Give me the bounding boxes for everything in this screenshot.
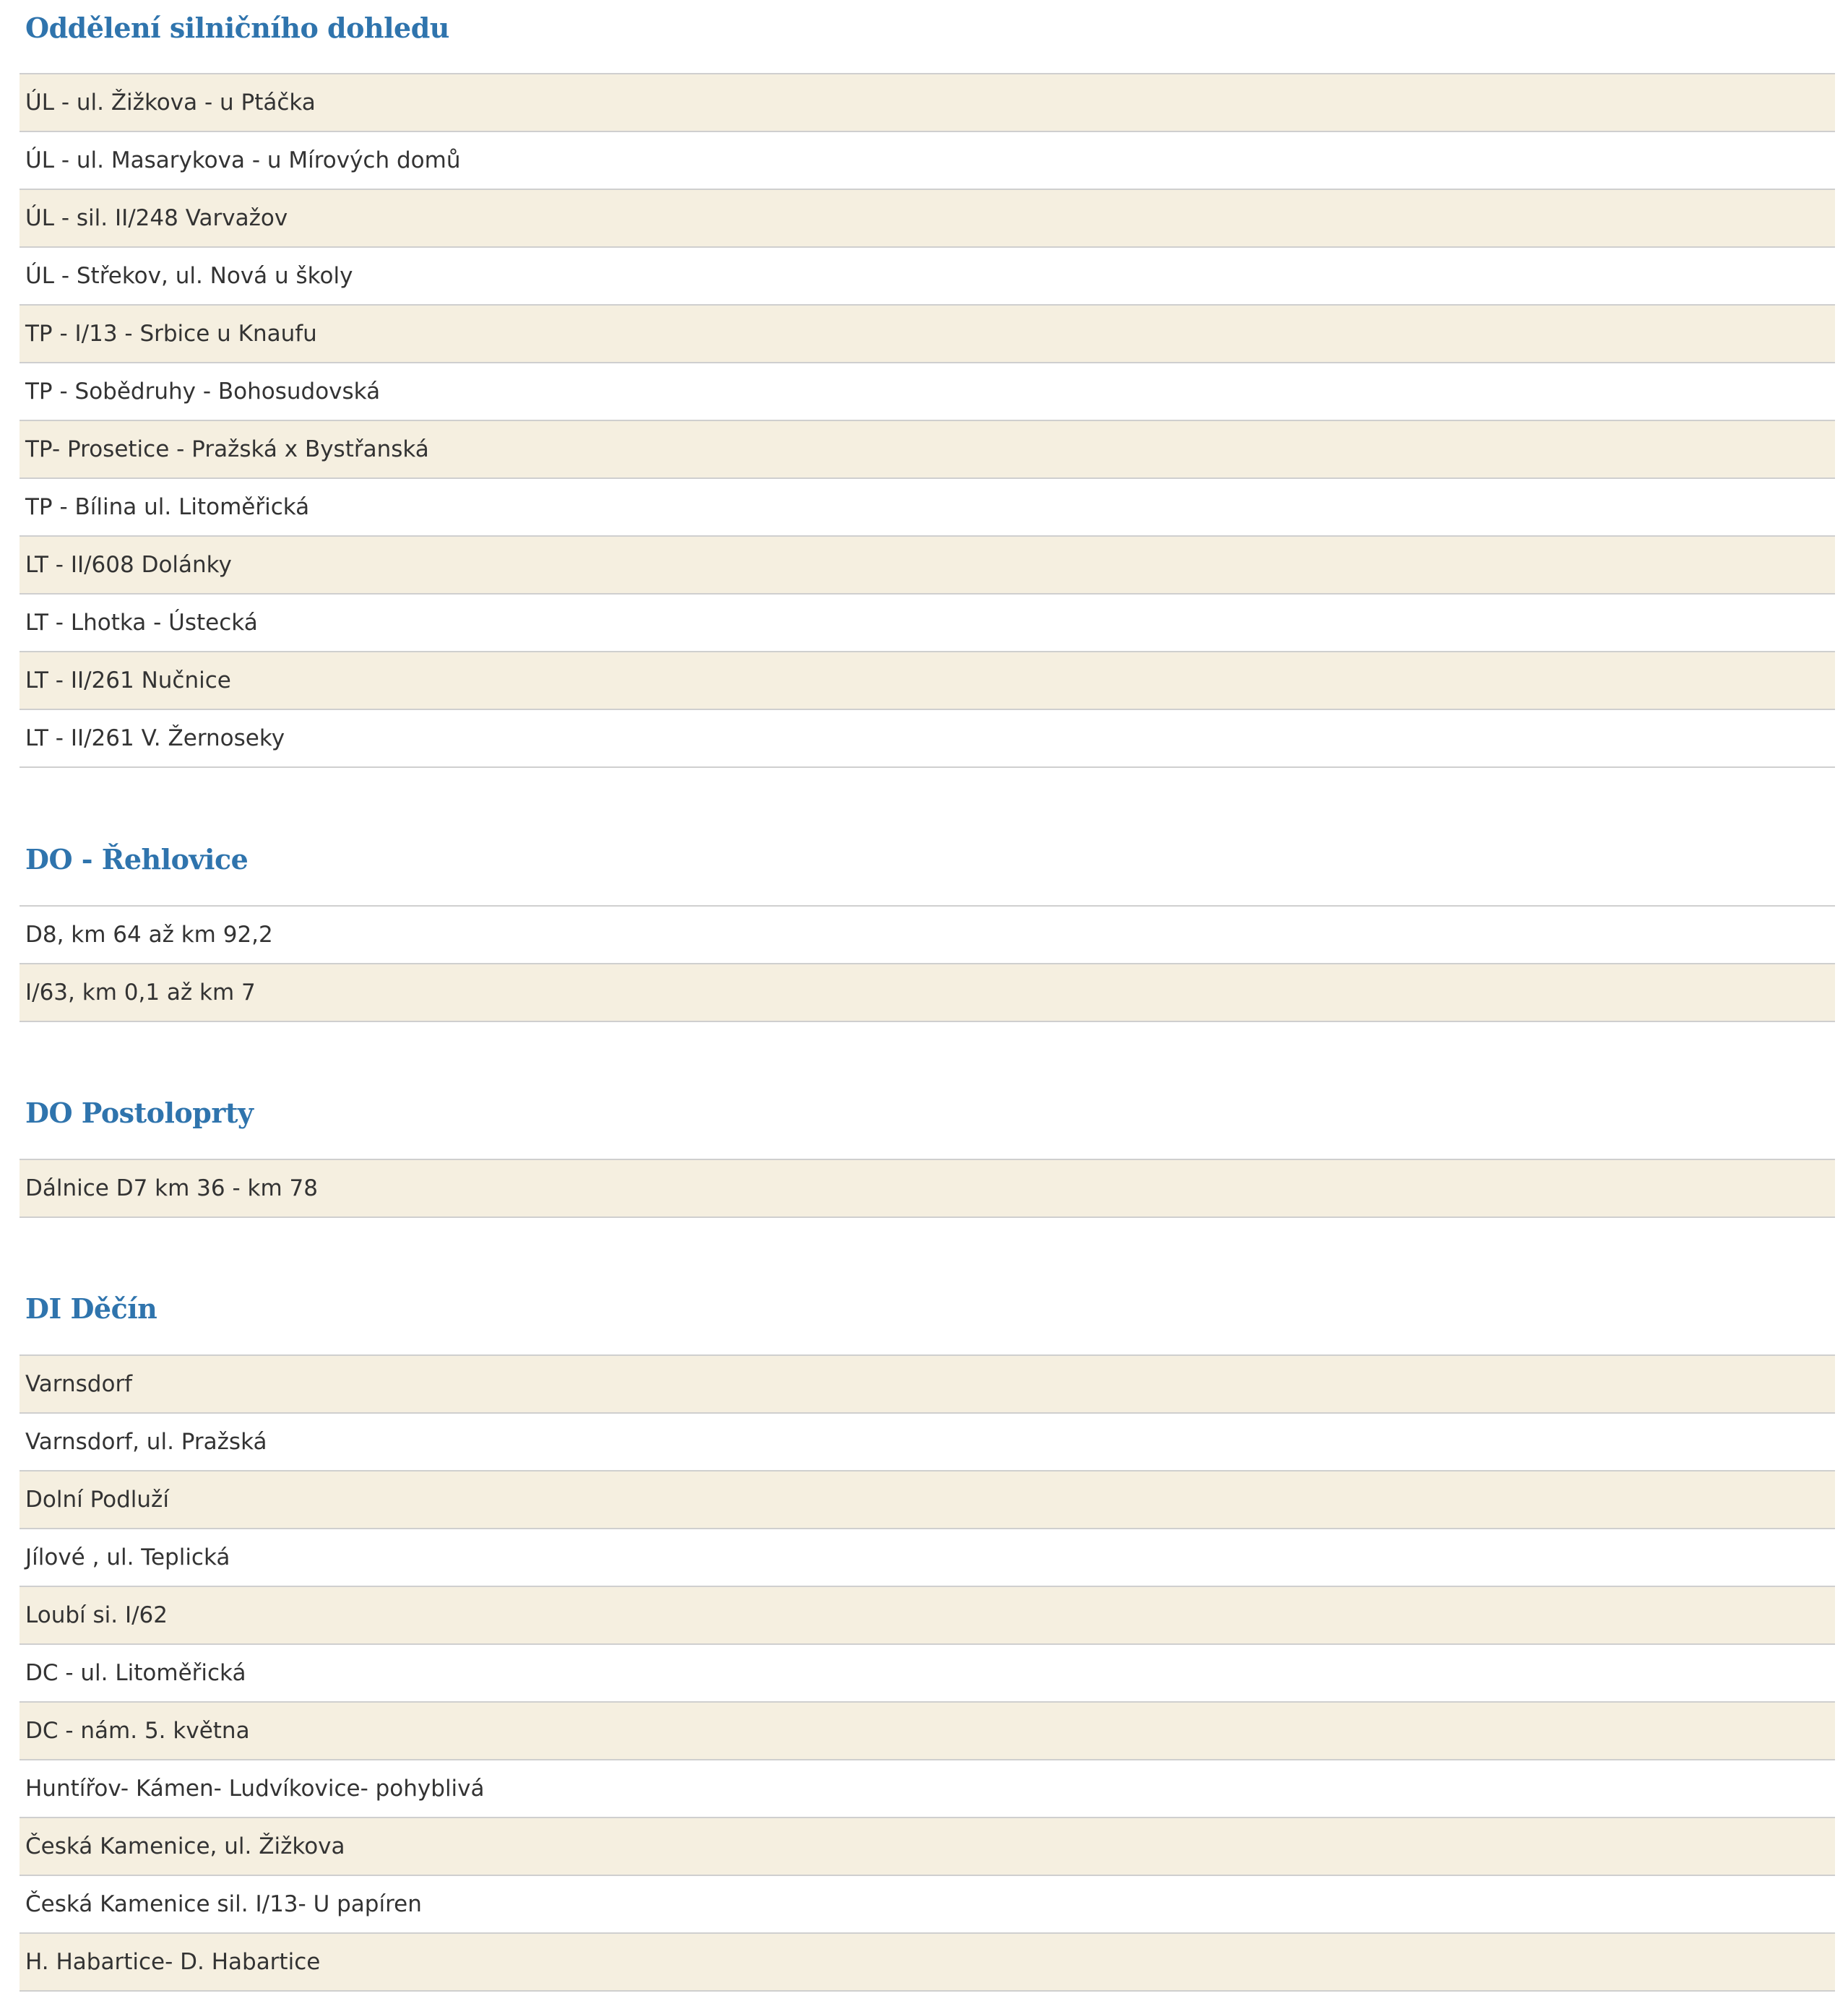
list-item: Česká Kamenice, ul. Žižkova — [20, 1818, 1835, 1876]
list-item: ÚL - sil. II/248 Varvažov — [20, 190, 1835, 248]
section-title-decin: DI Děčín — [25, 1292, 157, 1325]
list-item: H. Habartice- D. Habartice — [20, 1934, 1835, 1992]
list-item: DC - ul. Litoměřická — [20, 1645, 1835, 1703]
section-list-decin — [20, 1354, 1835, 1992]
list-item: LT - Lhotka - Ústecká — [20, 595, 1835, 652]
section-list-postoloprty — [20, 1159, 1835, 1218]
list-item: ÚL - ul. Masarykova - u Mírových domů — [20, 132, 1835, 190]
list-item: TP- Prosetice - Pražská x Bystřanská — [20, 421, 1835, 479]
list-item: Varnsdorf — [20, 1356, 1835, 1414]
list-item: Varnsdorf, ul. Pražská — [20, 1414, 1835, 1471]
list-item: Jílové , ul. Teplická — [20, 1529, 1835, 1587]
list-item: TP - Bílina ul. Litoměřická — [20, 479, 1835, 537]
section-list-silnicni-dohled — [20, 73, 1835, 768]
list-item: LT - II/608 Dolánky — [20, 537, 1835, 595]
list-item: LT - II/261 Nučnice — [20, 652, 1835, 710]
list-item: ÚL - Střekov, ul. Nová u školy — [20, 248, 1835, 306]
list-item: D8, km 64 až km 92,2 — [20, 907, 1835, 964]
section-title-silnicni-dohled: Oddělení silničního dohledu — [25, 12, 449, 44]
list-item: Loubí si. I/62 — [20, 1587, 1835, 1645]
list-item: DC - nám. 5. května — [20, 1703, 1835, 1760]
list-item: I/63, km 0,1 až km 7 — [20, 964, 1835, 1022]
section-title-rehlovice: DO - Řehlovice — [25, 843, 249, 876]
list-item: Česká Kamenice sil. I/13- U papíren — [20, 1876, 1835, 1934]
list-item: Huntířov- Kámen- Ludvíkovice- pohyblivá — [20, 1760, 1835, 1818]
list-item: Dálnice D7 km 36 - km 78 — [20, 1160, 1835, 1218]
list-item: TP - Sobědruhy - Bohosudovská — [20, 363, 1835, 421]
section-title-postoloprty: DO Postoloprty — [25, 1097, 254, 1129]
list-item: LT - II/261 V. Žernoseky — [20, 710, 1835, 768]
section-list-rehlovice — [20, 905, 1835, 1022]
list-item: TP - I/13 - Srbice u Knaufu — [20, 306, 1835, 363]
list-item: Dolní Podluží — [20, 1471, 1835, 1529]
list-item: ÚL - ul. Žižkova - u Ptáčka — [20, 74, 1835, 132]
